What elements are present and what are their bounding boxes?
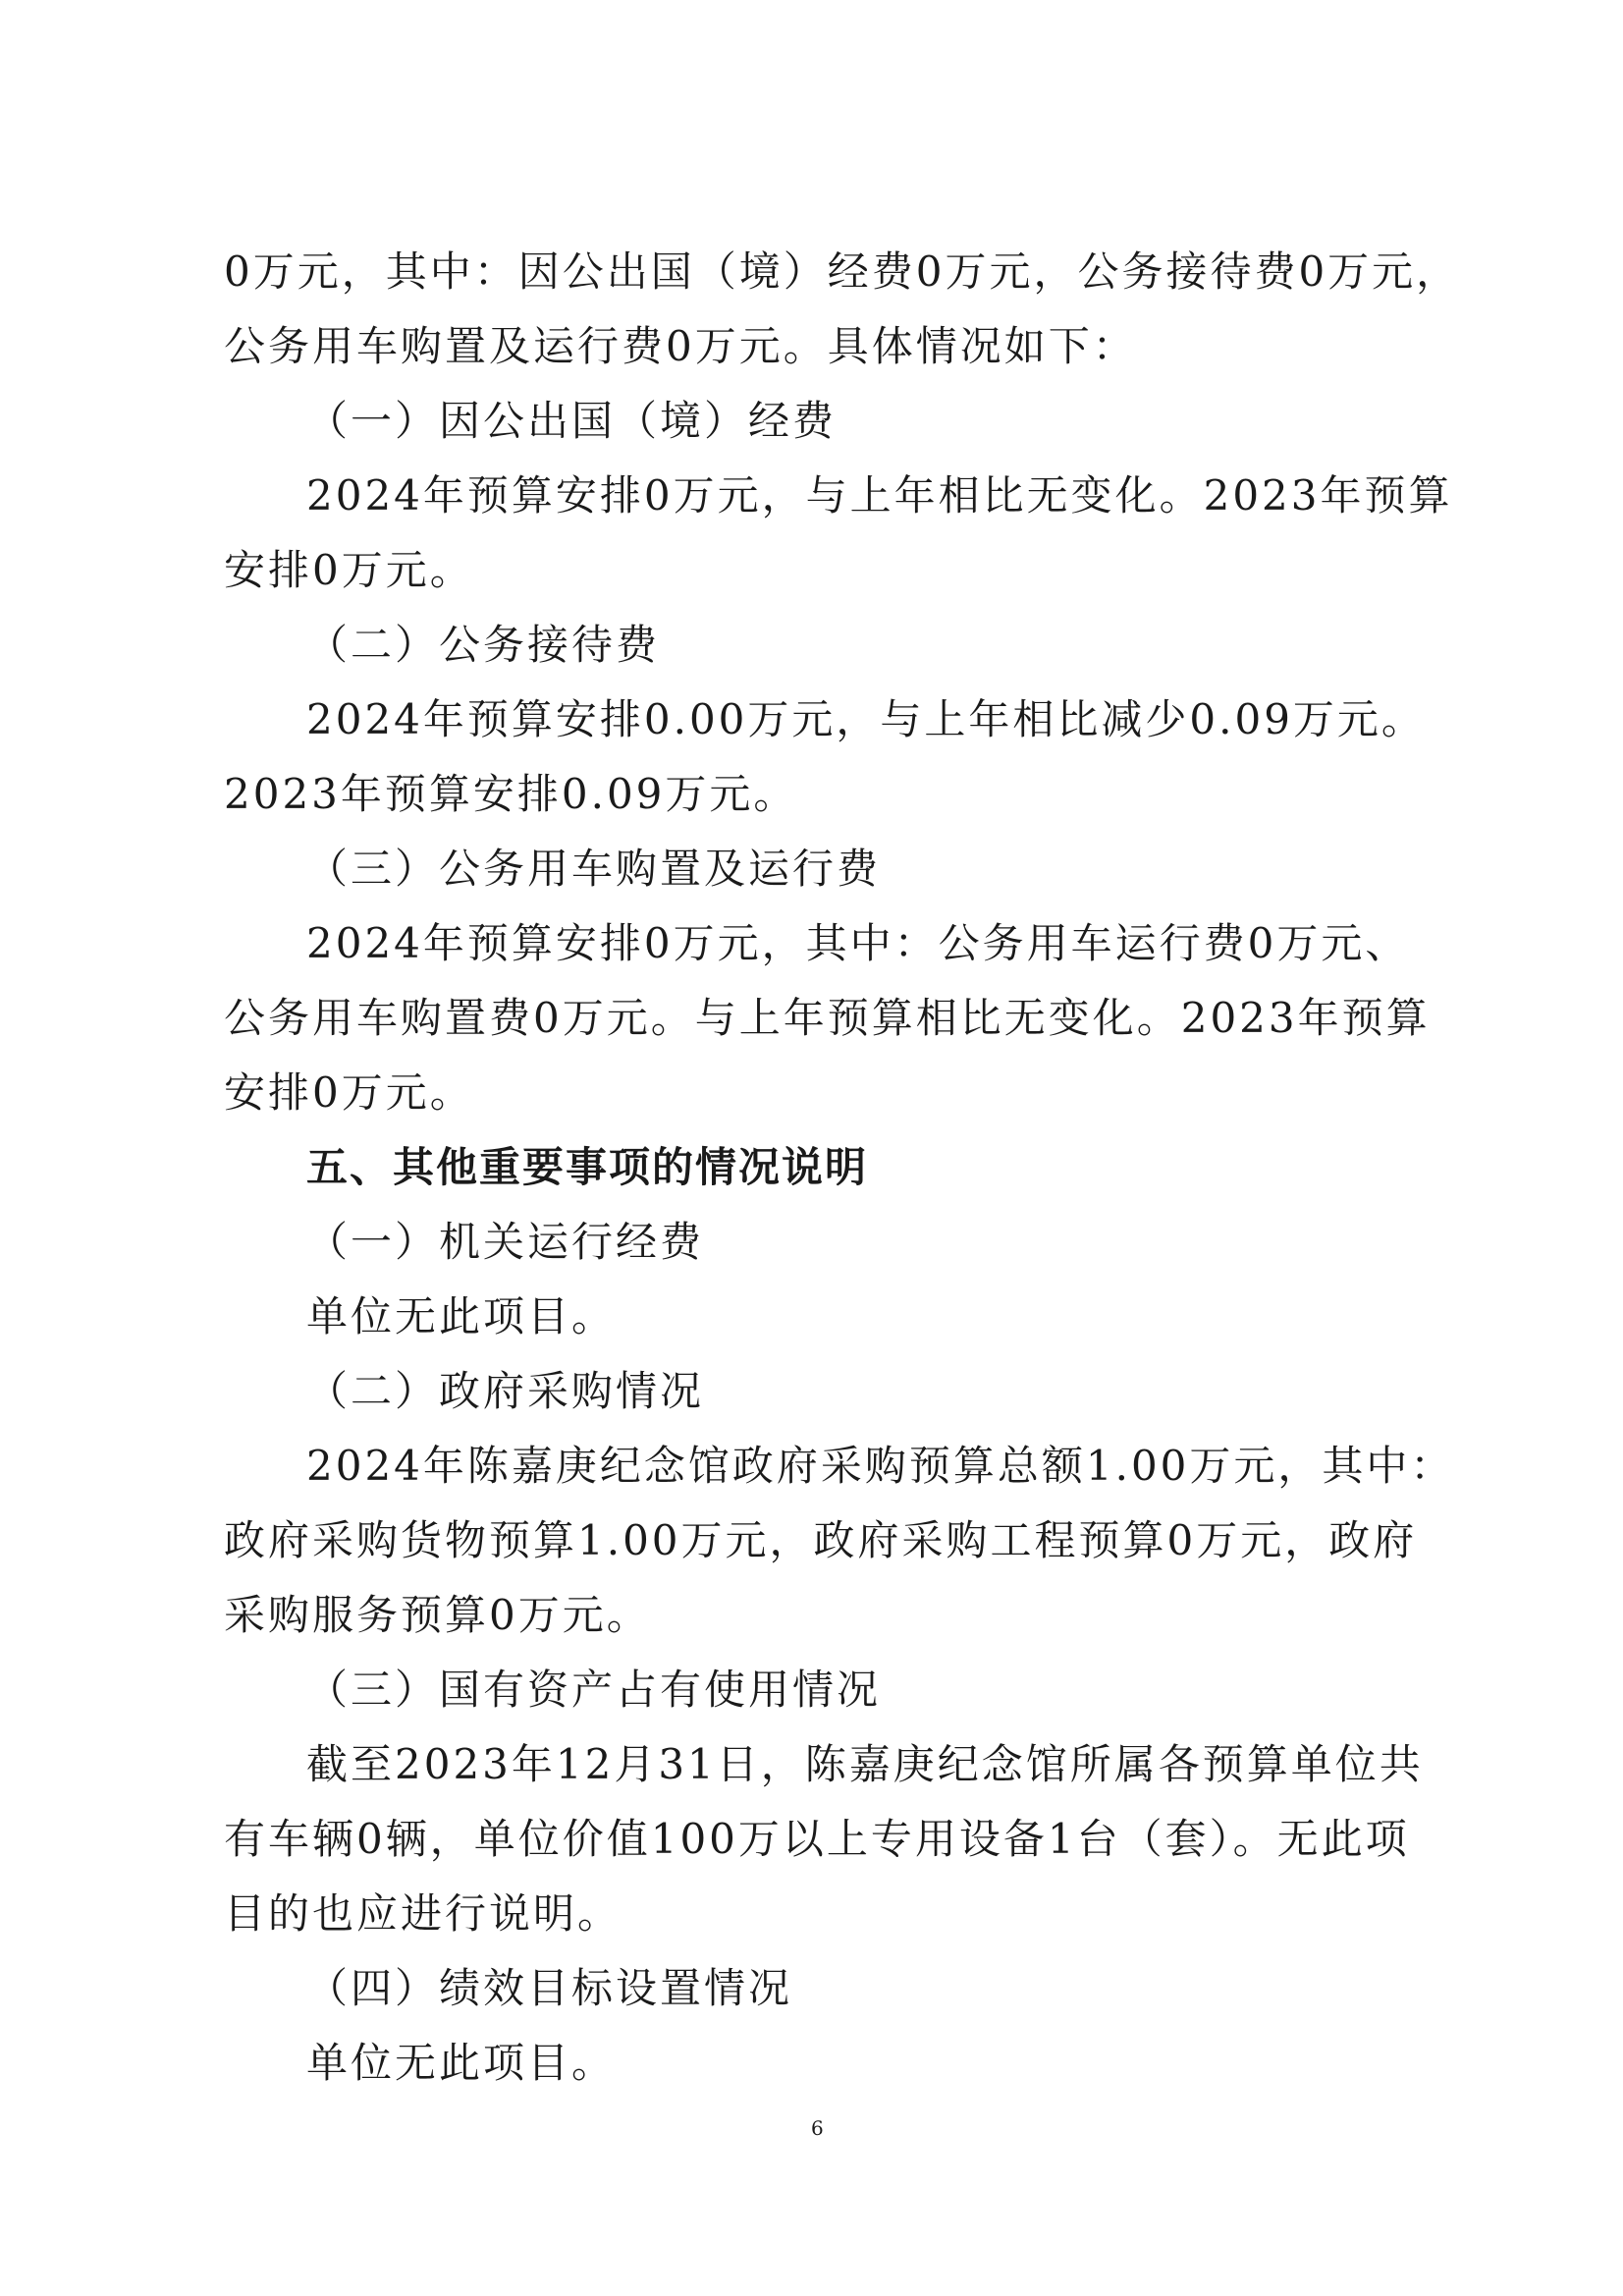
subsection-heading: （一）因公出国（境）经费 bbox=[306, 397, 838, 445]
subsection-heading: （四）绩效目标设置情况 bbox=[306, 1964, 793, 2012]
subsection-heading: （三）公务用车购置及运行费 bbox=[306, 845, 882, 893]
paragraph-line: 公务用车购置费0万元。与上年预算相比无变化。2023年预算 bbox=[224, 994, 1431, 1042]
paragraph-line: 安排0万元。 bbox=[224, 1068, 474, 1117]
paragraph-line: 0万元，其中：因公出国（境）经费0万元，公务接待费0万元， bbox=[224, 247, 1461, 296]
paragraph-line: 单位无此项目。 bbox=[306, 1292, 617, 1340]
paragraph-line: 2024年预算安排0.00万元，与上年相比减少0.09万元。 bbox=[306, 695, 1426, 743]
paragraph-line: 有车辆0辆，单位价值100万以上专用设备1台（套）。无此项 bbox=[224, 1815, 1410, 1863]
section-heading: 五、其他重要事项的情况说明 bbox=[306, 1143, 869, 1191]
paragraph-line: 目的也应进行说明。 bbox=[224, 1889, 622, 1938]
paragraph-line: 2024年预算安排0万元，与上年相比无变化。2023年预算 bbox=[306, 471, 1453, 519]
page-number: 6 bbox=[811, 2116, 824, 2140]
paragraph-line: 截至2023年12月31日，陈嘉庚纪念馆所属各预算单位共 bbox=[306, 1740, 1424, 1788]
paragraph-line: 采购服务预算0万元。 bbox=[224, 1591, 651, 1639]
subsection-heading: （二）公务接待费 bbox=[306, 621, 661, 669]
paragraph-line: 2023年预算安排0.09万元。 bbox=[224, 770, 798, 818]
paragraph-line: 2024年陈嘉庚纪念馆政府采购预算总额1.00万元，其中： bbox=[306, 1442, 1455, 1490]
paragraph-line: 单位无此项目。 bbox=[306, 2039, 617, 2087]
subsection-heading: （一）机关运行经费 bbox=[306, 1218, 705, 1266]
paragraph-line: 公务用车购置及运行费0万元。具体情况如下： bbox=[224, 322, 1137, 370]
paragraph-line: 政府采购货物预算1.00万元，政府采购工程预算0万元，政府 bbox=[224, 1516, 1418, 1564]
paragraph-line: 2024年预算安排0万元，其中：公务用车运行费0万元、 bbox=[306, 919, 1410, 967]
subsection-heading: （二）政府采购情况 bbox=[306, 1367, 705, 1415]
subsection-heading: （三）国有资产占有使用情况 bbox=[306, 1666, 882, 1714]
paragraph-line: 安排0万元。 bbox=[224, 546, 474, 594]
